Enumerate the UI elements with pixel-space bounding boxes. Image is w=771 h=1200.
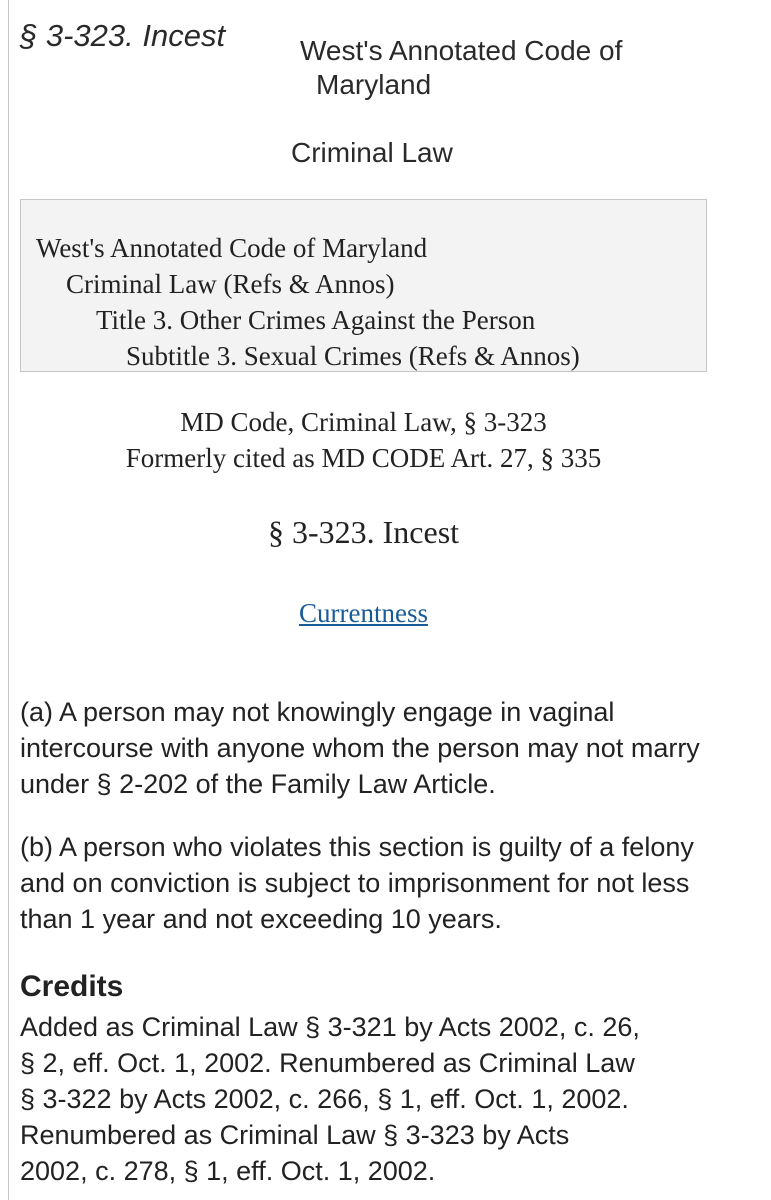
credits-line: Added as Criminal Law § 3-321 by Acts 2002, c. 26, xyxy=(20,1012,640,1042)
toc-item-criminal-law[interactable]: Criminal Law (Refs & Annos) xyxy=(66,269,395,299)
section-heading: § 3-323. Incest xyxy=(267,514,460,550)
credits-heading: Credits xyxy=(20,970,124,1003)
toc-item-subtitle-3[interactable]: Subtitle 3. Sexual Crimes (Refs & Annos) xyxy=(126,341,580,371)
currentness-container xyxy=(0,598,727,629)
credits-line: § 2, eff. Oct. 1, 2002. Renumbered as Criminal Law xyxy=(20,1048,635,1078)
citation-block xyxy=(0,404,727,476)
publication-title-line2: Maryland xyxy=(316,69,432,100)
publication-subtitle: Criminal Law xyxy=(291,137,453,168)
statute-paragraph-b: (b) A person who violates this section is guilty of a felony and on conviction is subject to imprisonment for not less than 1 year and not exceeding 10 years. xyxy=(20,832,694,934)
credits-line: 2002, c. 278, § 1, eff. Oct. 1, 2002. xyxy=(20,1156,436,1186)
credits-line: § 3-322 by Acts 2002, c. 266, § 1, eff. Oct. 1, 2002. xyxy=(20,1084,629,1114)
toc-item-title-3[interactable]: Title 3. Other Crimes Against the Person xyxy=(96,305,536,335)
statute-paragraph-a: (a) A person may not knowingly engage in vaginal intercourse with anyone whom the person may not marry under § 2-202 of the Family Law Article. xyxy=(20,697,700,799)
toc-item-code[interactable]: West's Annotated Code of Maryland xyxy=(36,233,428,263)
former-citation-line: Formerly cited as MD CODE Art. 27, § 335 xyxy=(125,443,602,473)
currentness-link[interactable]: Currentness xyxy=(299,598,428,628)
credits-text xyxy=(20,1009,720,1189)
publication-title xyxy=(300,34,680,102)
credits-line: Renumbered as Criminal Law § 3-323 by Acts xyxy=(20,1120,570,1150)
citation-line: MD Code, Criminal Law, § 3-323 xyxy=(180,407,547,437)
publication-title-line1: West's Annotated Code of xyxy=(300,35,623,66)
document-label: § 3-323. Incest xyxy=(20,18,226,53)
table-of-contents-box xyxy=(20,199,707,372)
